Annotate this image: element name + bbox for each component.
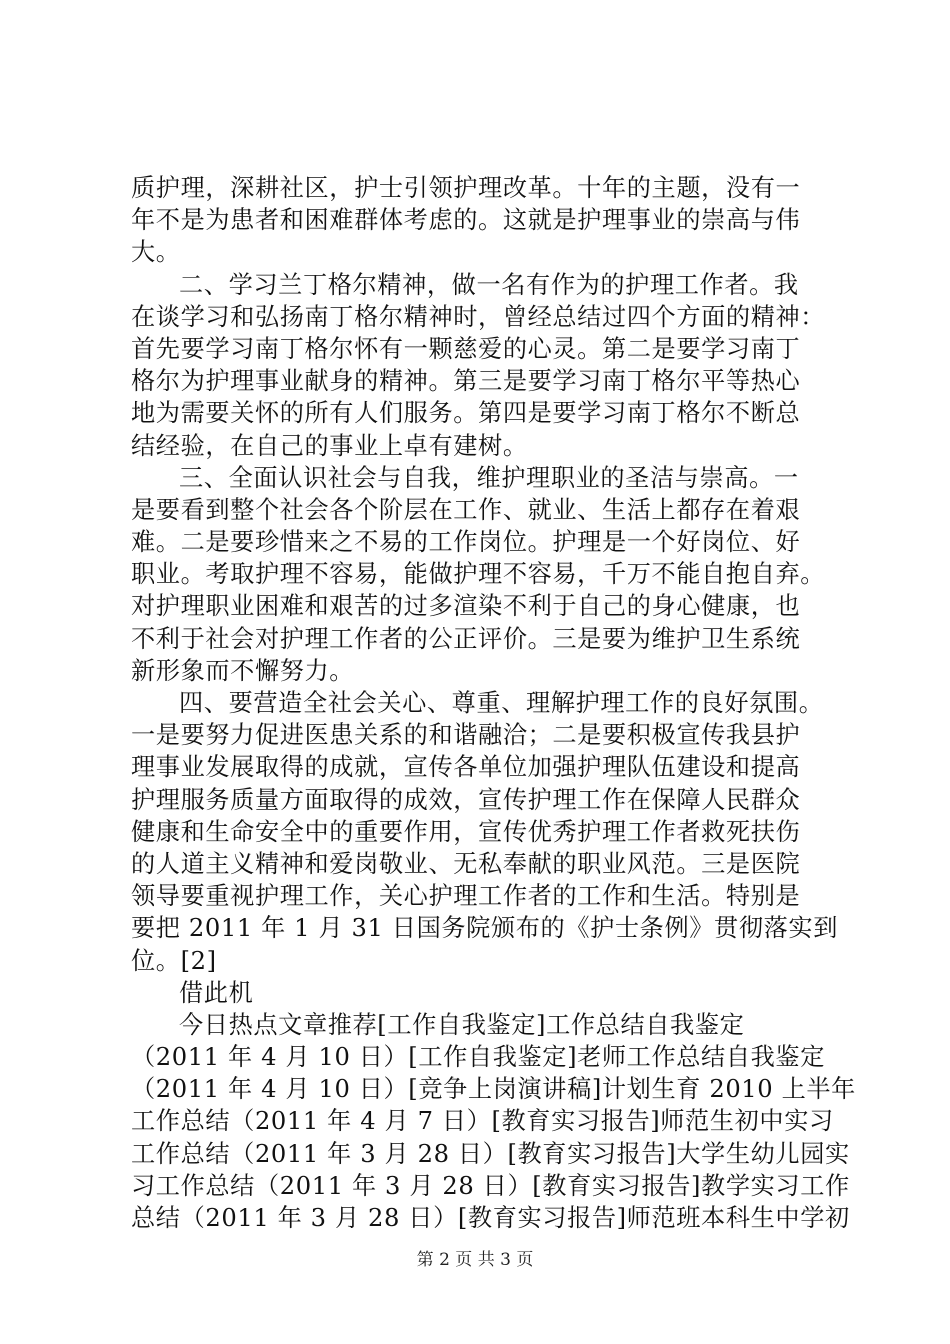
text-line: （2011 年 4 月 10 日）[竞争上岗演讲稿]计划生育 2010 上半年 bbox=[131, 1075, 856, 1104]
text-line: 新形象而不懈努力。 bbox=[131, 656, 355, 685]
text-line: 总结（2011 年 3 月 28 日）[教育实习报告]师范班本科生中学初 bbox=[131, 1204, 850, 1232]
text-line: 不利于社会对护理工作者的公正评价。三是要为维护卫生系统 bbox=[131, 624, 801, 653]
text-line: 领导要重视护理工作，关心护理工作者的工作和生活。特别是 bbox=[131, 882, 801, 911]
text-line: 要把 2011 年 1 月 31 日国务院颁布的《护士条例》贯彻落实到 bbox=[131, 914, 838, 943]
text-line: 健康和生命安全中的重要作用，宣传优秀护理工作者救死扶伤 bbox=[131, 817, 801, 846]
text-line: 借此机 bbox=[179, 978, 254, 1007]
text-line: 地为需要关怀的所有人们服务。第四是要学习南丁格尔不断总 bbox=[131, 399, 801, 428]
text-line: 习工作总结（2011 年 3 月 28 日）[教育实习报告]教学实习工作 bbox=[131, 1171, 850, 1200]
text-line: 位。[2] bbox=[131, 946, 217, 975]
text-line: 是要看到整个社会各个阶层在工作、就业、生活上都存在着艰 bbox=[131, 495, 801, 524]
text-line: 质护理，深耕社区，护士引领护理改革。十年的主题，没有一 bbox=[131, 174, 801, 202]
section-four-heading-line: 四、要营造全社会关心、尊重、理解护理工作的良好氛围。 bbox=[179, 689, 824, 717]
text-line: 对护理职业困难和艰苦的过多渲染不利于自己的身心健康，也 bbox=[131, 592, 801, 621]
recommended-articles-heading-line: 今日热点文章推荐[工作自我鉴定]工作总结自我鉴定 bbox=[179, 1010, 745, 1039]
text-line: 工作总结（2011 年 4 月 7 日）[教育实习报告]师范生初中实习 bbox=[131, 1107, 834, 1136]
section-two-heading-line: 二、学习兰丁格尔精神，做一名有作为的护理工作者。我 bbox=[179, 270, 799, 299]
text-line: 一是要努力促进医患关系的和谐融洽；二是要积极宣传我县护 bbox=[131, 721, 801, 750]
text-line: 年不是为患者和困难群体考虑的。这就是护理事业的崇高与伟 bbox=[131, 206, 801, 235]
text-line: 难。二是要珍惜来之不易的工作岗位。护理是一个好岗位、好 bbox=[131, 528, 801, 557]
text-line: 职业。考取护理不容易，能做护理不容易，千万不能自抱自弃。 bbox=[131, 560, 826, 589]
text-line: 首先要学习南丁格尔怀有一颗慈爱的心灵。第二是要学习南丁 bbox=[131, 334, 801, 363]
section-three-heading-line: 三、全面认识社会与自我，维护理职业的圣洁与崇高。一 bbox=[179, 463, 799, 492]
text-line: 工作总结（2011 年 3 月 28 日）[教育实习报告]大学生幼儿园实 bbox=[131, 1139, 850, 1168]
text-line: 护理服务质量方面取得的成效，宣传护理工作在保障人民群众 bbox=[131, 785, 801, 814]
page-footer: 第 2 页 共 3 页 bbox=[416, 1250, 534, 1270]
text-line: 结经验，在自己的事业上卓有建树。 bbox=[131, 431, 528, 460]
text-line: 大。 bbox=[131, 238, 181, 267]
document-body bbox=[131, 172, 856, 1234]
text-line: 的人道主义精神和爱岗敬业、无私奉献的职业风范。三是医院 bbox=[131, 849, 801, 878]
text-line: 在谈学习和弘扬南丁格尔精神时，曾经总结过四个方面的精神： bbox=[131, 302, 826, 331]
text-line: 格尔为护理事业献身的精神。第三是要学习南丁格尔平等热心 bbox=[131, 367, 801, 396]
text-line: 理事业发展取得的成就，宣传各单位加强护理队伍建设和提高 bbox=[131, 753, 801, 782]
text-line: （2011 年 4 月 10 日）[工作自我鉴定]老师工作总结自我鉴定 bbox=[131, 1043, 825, 1072]
